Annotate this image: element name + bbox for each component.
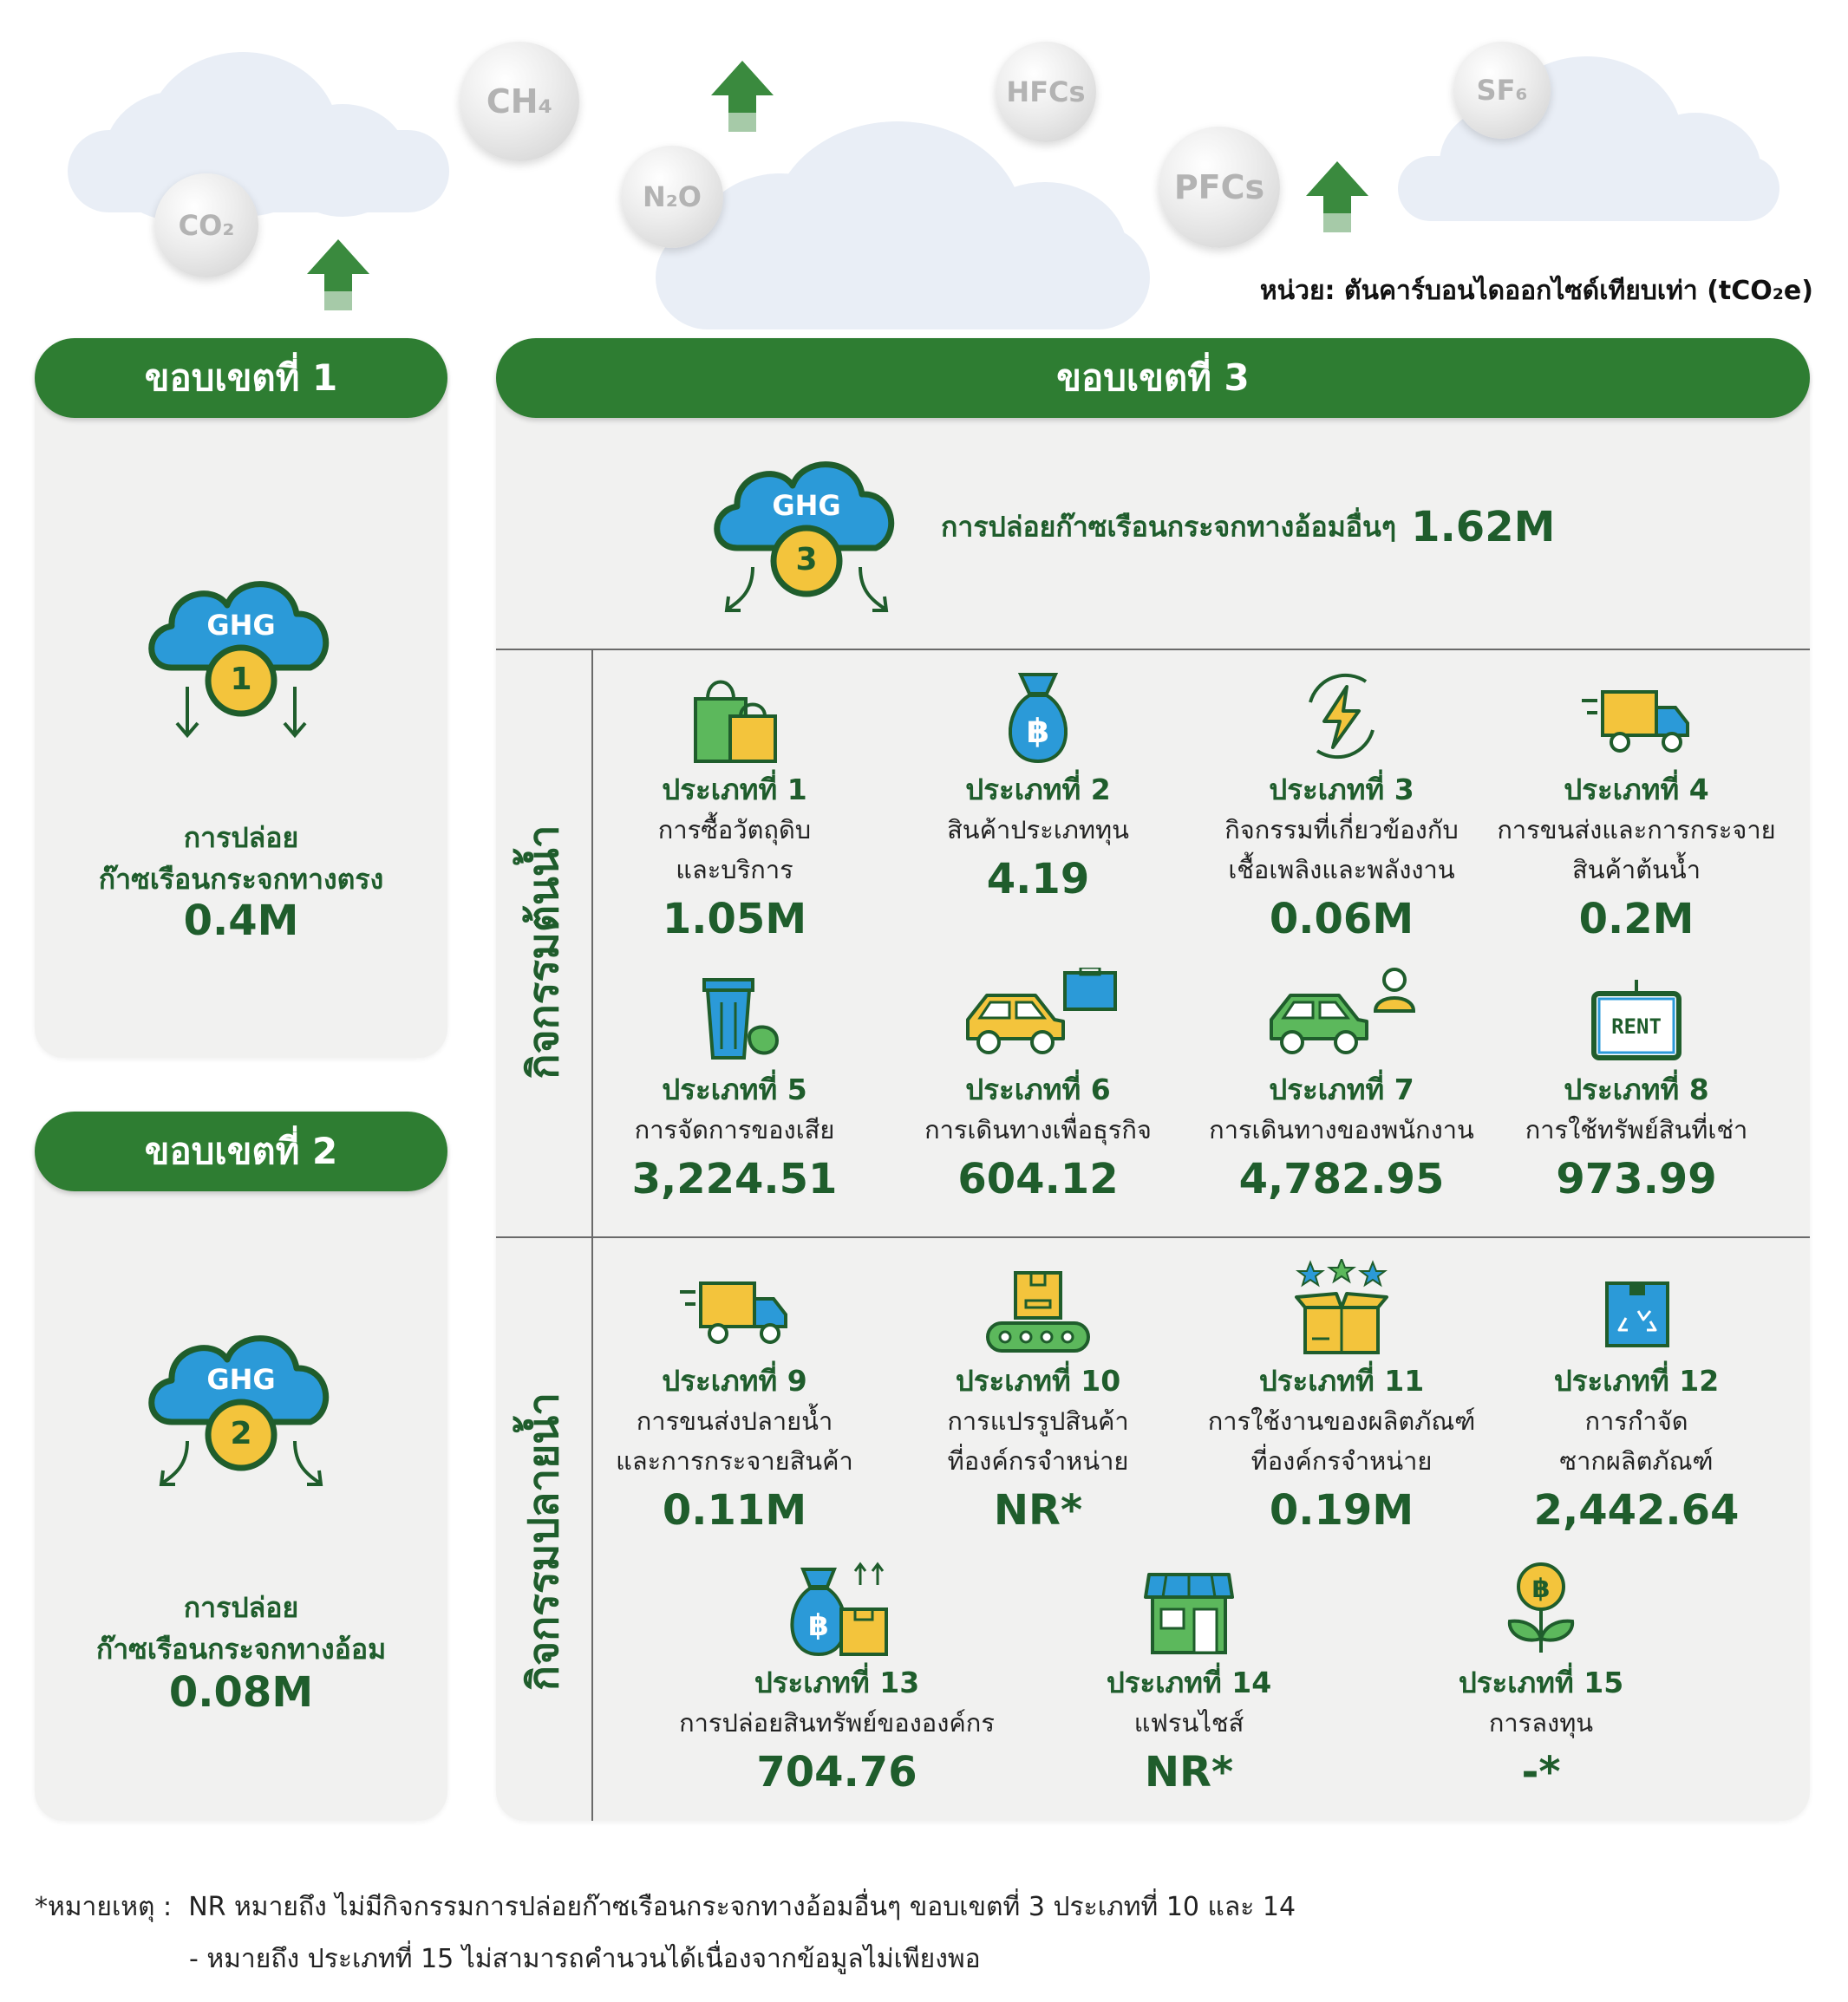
ghg-label: GHG — [206, 1363, 276, 1396]
category-value: 4,782.95 — [1238, 1155, 1445, 1203]
ghg-label: GHG — [206, 609, 276, 642]
storefront-icon — [1144, 1571, 1234, 1658]
category-14 — [1046, 1561, 1332, 1800]
ghg-label: GHG — [772, 489, 841, 522]
category-1 — [591, 668, 878, 947]
scope1-header: ขอบเขตที่ 1 — [35, 338, 447, 418]
category-title: ประเภทที่ 5 — [662, 1073, 807, 1106]
scope3-summary — [941, 503, 1555, 551]
gas-pfcs: PFCs — [1159, 127, 1280, 248]
category-value: NR* — [1144, 1748, 1234, 1797]
scope1-caption-1: การปล่อย — [183, 821, 299, 854]
category-title: ประเภทที่ 8 — [1564, 1073, 1709, 1106]
investment-plant-icon — [1498, 1561, 1584, 1658]
category-title: ประเภทที่ 13 — [754, 1666, 920, 1699]
category-value: NR* — [993, 1486, 1083, 1535]
upstream-label: กิจกรรมต้นน้ำ — [519, 825, 568, 1079]
scope3-caption: การปล่อยก๊าซเรือนกระจกทางอ้อมอื่นๆ — [941, 510, 1397, 544]
up-arrow-icon — [711, 61, 774, 132]
category-title: ประเภทที่ 12 — [1553, 1364, 1720, 1398]
ghg-number: 1 — [230, 662, 252, 697]
category-value: 1.05M — [662, 895, 807, 943]
category-desc: การปล่อยสินทรัพย์ขององค์กร — [679, 1708, 995, 1738]
delivery-truck-icon — [1580, 678, 1693, 765]
gas-n2o: N₂O — [621, 146, 723, 248]
money-bag-icon — [995, 668, 1081, 765]
category-desc: กิจกรรมที่เกี่ยวข้องกับ — [1224, 815, 1459, 844]
category-title: ประเภทที่ 15 — [1458, 1666, 1624, 1699]
category-desc: การจัดการของเสีย — [634, 1115, 835, 1144]
category-value: 973.99 — [1556, 1155, 1717, 1203]
category-value: -* — [1521, 1748, 1561, 1797]
category-12 — [1493, 1259, 1779, 1538]
category-desc: การซื้อวัตถุดิบ — [657, 815, 812, 844]
ghg-scope2-icon — [137, 1318, 345, 1503]
category-desc: ที่องค์กรจำหน่าย — [1251, 1446, 1433, 1476]
category-15 — [1398, 1561, 1684, 1800]
category-title: ประเภทที่ 10 — [955, 1364, 1121, 1398]
recycle-box-icon — [1593, 1269, 1680, 1356]
up-arrow-icon — [1306, 161, 1368, 232]
gas-co2: CO₂ — [154, 173, 258, 277]
rent-sign-icon — [1589, 978, 1684, 1065]
unit-label: หน่วย: ตันคาร์บอนไดออกไซด์เทียบเท่า (tCO₂e) — [1259, 276, 1813, 306]
category-value: 0.06M — [1269, 895, 1414, 943]
product-box-stars-icon — [1293, 1259, 1390, 1356]
category-5 — [591, 968, 878, 1207]
employee-car-icon — [1259, 968, 1424, 1065]
category-desc: และบริการ — [676, 855, 793, 884]
business-car-icon — [956, 968, 1120, 1065]
category-desc: การเดินทางของพนักงาน — [1209, 1115, 1474, 1144]
category-6 — [895, 968, 1181, 1207]
ghg-number: 3 — [795, 542, 818, 577]
category-title: ประเภทที่ 1 — [662, 773, 807, 806]
divider-middle — [496, 1236, 1810, 1238]
gas-hfcs: HFCs — [996, 42, 1096, 142]
category-7 — [1198, 968, 1485, 1207]
category-desc: และการกระจายสินค้า — [616, 1446, 853, 1476]
scope2-header: ขอบเขตที่ 2 — [35, 1112, 447, 1191]
shopping-bags-icon — [687, 668, 782, 765]
category-desc: การใช้ทรัพย์สินที่เช่า — [1525, 1115, 1748, 1144]
category-8 — [1493, 968, 1779, 1207]
category-title: ประเภทที่ 14 — [1106, 1666, 1272, 1699]
ghg-scope1-icon — [137, 564, 345, 749]
category-10 — [895, 1259, 1181, 1538]
scope1-value: 0.4M — [183, 897, 299, 945]
scope3-header: ขอบเขตที่ 3 — [496, 338, 1810, 418]
category-title: ประเภทที่ 9 — [662, 1364, 807, 1398]
category-desc: การใช้งานของผลิตภัณฑ์ — [1207, 1406, 1476, 1436]
divider-top — [496, 649, 1810, 650]
category-title: ประเภทที่ 2 — [965, 773, 1111, 806]
scope2-value: 0.08M — [168, 1668, 314, 1717]
scope2-caption-1: การปล่อย — [183, 1591, 299, 1624]
scope2-caption-2: ก๊าซเรือนกระจกทางอ้อม — [95, 1633, 387, 1666]
category-value: 704.76 — [756, 1748, 917, 1797]
category-value: 2,442.64 — [1533, 1486, 1740, 1535]
category-4 — [1493, 668, 1779, 947]
scope3-value: 1.62M — [1411, 503, 1556, 551]
category-13 — [679, 1561, 995, 1800]
category-desc: สินค้าประเภททุน — [947, 815, 1129, 844]
category-value: 604.12 — [957, 1155, 1119, 1203]
category-desc: ที่องค์กรจำหน่าย — [947, 1446, 1129, 1476]
category-desc: การขนส่งและการกระจาย — [1497, 815, 1776, 844]
category-title: ประเภทที่ 3 — [1269, 773, 1414, 806]
asset-bag-icon — [780, 1561, 893, 1658]
category-value: 0.19M — [1269, 1486, 1414, 1535]
category-desc: การเดินทางเพื่อธุรกิจ — [924, 1115, 1152, 1144]
gas-ch4: CH₄ — [460, 42, 579, 161]
ghg-number: 2 — [230, 1416, 252, 1451]
category-desc: เชื้อเพลิงและพลังงาน — [1228, 855, 1455, 884]
svg-text:฿: ฿ — [808, 1608, 829, 1643]
ghg-scope3-icon — [702, 444, 911, 629]
category-title: ประเภทที่ 4 — [1564, 773, 1709, 806]
up-arrow-icon — [307, 239, 369, 310]
category-desc: สินค้าต้นน้ำ — [1572, 855, 1701, 884]
category-title: ประเภทที่ 6 — [965, 1073, 1111, 1106]
category-desc: การกำจัด — [1584, 1406, 1688, 1436]
footnote-line-2: - หมายถึง ประเภทที่ 15 ไม่สามารถคำนวนได้เนื่องจากข้อมูลไม่เพียงพอ — [189, 1944, 981, 1974]
category-value: 0.11M — [662, 1486, 807, 1535]
category-2 — [895, 668, 1181, 907]
svg-text:฿: ฿ — [1026, 712, 1050, 750]
trash-bin-icon — [687, 968, 782, 1065]
category-desc: แฟรนไชส์ — [1133, 1708, 1244, 1738]
category-desc: การขนส่งปลายน้ำ — [636, 1406, 833, 1436]
category-desc: ซากผลิตภัณฑ์ — [1559, 1446, 1714, 1476]
energy-bolt-icon — [1293, 668, 1390, 765]
category-title: ประเภทที่ 7 — [1269, 1073, 1414, 1106]
footnote-line-1: *หมายเหตุ : NR หมายถึง ไม่มีกิจกรรมการปล่อยก๊าซเรือนกระจกทางอ้อมอื่นๆ ขอบเขตที่ 3 ประเภทที่ 10 และ 14 — [35, 1892, 1296, 1922]
svg-text:RENT: RENT — [1611, 1014, 1662, 1039]
delivery-truck-icon — [678, 1269, 791, 1356]
category-value: 3,224.51 — [631, 1155, 838, 1203]
svg-text:฿: ฿ — [1531, 1574, 1551, 1604]
category-3 — [1198, 668, 1485, 947]
category-11 — [1198, 1259, 1485, 1538]
category-desc: การลงทุน — [1488, 1708, 1594, 1738]
category-desc: การแปรรูปสินค้า — [947, 1406, 1129, 1436]
conveyor-icon — [984, 1269, 1092, 1356]
category-value: 4.19 — [986, 855, 1090, 903]
gas-sf6: SF₆ — [1453, 42, 1551, 139]
scope1-caption-2: ก๊าซเรือนกระจกทางตรง — [98, 863, 384, 896]
category-title: ประเภทที่ 11 — [1258, 1364, 1425, 1398]
downstream-label: กิจกรรมปลายน้ำ — [519, 1392, 568, 1692]
category-value: 0.2M — [1578, 895, 1695, 943]
category-9 — [591, 1259, 878, 1538]
